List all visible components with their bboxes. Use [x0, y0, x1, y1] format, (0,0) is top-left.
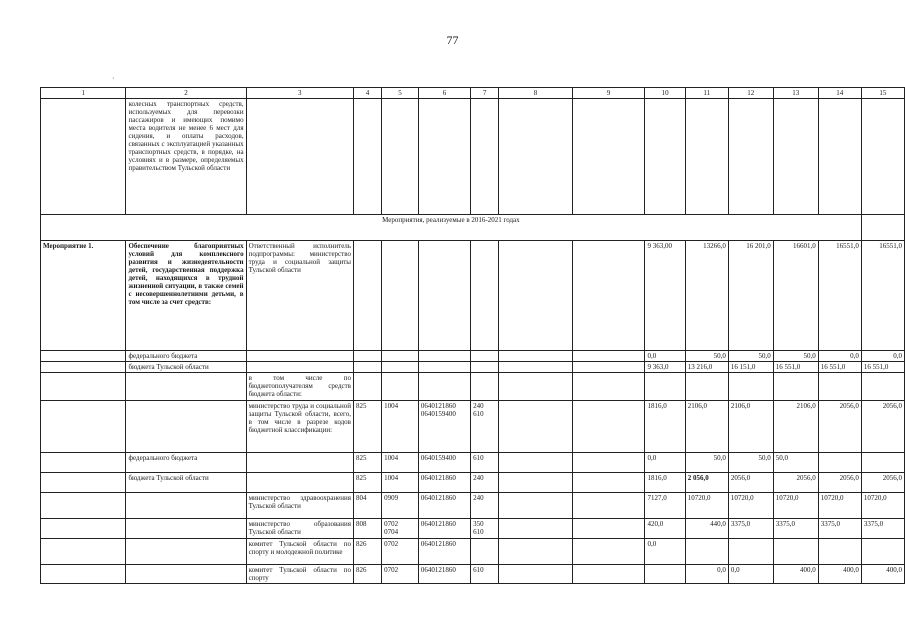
- code-cell: 808: [353, 519, 381, 539]
- cell: [685, 539, 728, 565]
- table-row: [41, 241, 905, 351]
- cell: [499, 519, 573, 539]
- code-cell: 0640121860: [418, 539, 470, 565]
- responsible-executor: Ответственный исполнитель подпрограммы: министерство труда и социальной защиты Тульской области: [246, 241, 353, 351]
- cell: [572, 351, 645, 362]
- code-line: 610: [473, 410, 484, 418]
- code-cell: 610: [471, 453, 499, 473]
- cell: [572, 453, 645, 473]
- code-cell: 825: [353, 401, 381, 453]
- cell: [818, 373, 861, 401]
- value-cell: 400,0: [861, 565, 904, 584]
- cell: [126, 493, 246, 519]
- header-cell: 10: [645, 88, 685, 99]
- cell: [499, 99, 573, 215]
- header-row: [41, 88, 905, 99]
- cell: [126, 401, 246, 453]
- page-number: 77: [446, 33, 459, 47]
- cell: [471, 351, 499, 362]
- code-line: 0704: [384, 528, 399, 536]
- budget-table: [40, 87, 905, 584]
- cell: [41, 453, 126, 473]
- cell: [499, 539, 573, 565]
- code-line: 0640159400: [420, 410, 456, 418]
- recipients-note: в том числе по бюджетополучателям средств бюджета области:: [246, 373, 353, 401]
- cell: [572, 241, 645, 351]
- value-cell: 420,0: [645, 519, 685, 539]
- cell: [126, 539, 246, 565]
- value-cell: 0,0: [645, 351, 685, 362]
- cell: [572, 401, 645, 453]
- header-cell: 2: [126, 88, 246, 99]
- cell: [572, 493, 645, 519]
- cell: [418, 99, 470, 215]
- cell: [499, 241, 573, 351]
- cell: [471, 373, 499, 401]
- header-cell: 1: [41, 88, 126, 99]
- header-cell: 11: [685, 88, 728, 99]
- cell: [685, 99, 728, 215]
- value-cell: 3375,0: [728, 519, 773, 539]
- cell: [861, 215, 904, 241]
- cell: [645, 373, 685, 401]
- value-cell: 2106,0: [728, 401, 773, 453]
- cell: [41, 362, 126, 373]
- value-cell: 16 551,0: [818, 362, 861, 373]
- cell: [382, 351, 419, 362]
- header-cell: 14: [818, 88, 861, 99]
- value-cell: 9 363,00: [645, 241, 685, 351]
- code-line: 610: [473, 528, 484, 536]
- cell: [861, 373, 904, 401]
- cell: [499, 493, 573, 519]
- value-cell: 3375,0: [861, 519, 904, 539]
- section-row: [41, 215, 905, 241]
- cell: [382, 99, 419, 215]
- code-cell: [471, 519, 499, 539]
- cell: [471, 99, 499, 215]
- value-cell: 10720,0: [861, 493, 904, 519]
- code-cell: 1004: [382, 473, 419, 493]
- cell: [818, 453, 861, 473]
- cell: [382, 373, 419, 401]
- cell: [41, 565, 126, 584]
- value-cell: 16551,0: [861, 241, 904, 351]
- table-row: [41, 362, 905, 373]
- code-cell: 0909: [382, 493, 419, 519]
- cell: [41, 519, 126, 539]
- table-row: [41, 539, 905, 565]
- cell: [126, 519, 246, 539]
- recipient-name: министерство труда и социальной защиты Тульской области, всего, в том числе в разрезе кодов бюджетной классификации:: [246, 401, 353, 453]
- cell: [499, 362, 573, 373]
- cell: [353, 241, 381, 351]
- cell: [41, 401, 126, 453]
- recipient-name: министерство здравоохранения Тульской области: [246, 493, 353, 519]
- row-label: федерального бюджета: [126, 351, 246, 362]
- table-row: [41, 373, 905, 401]
- value-cell: 10720,0: [728, 493, 773, 519]
- recipient-name: министерство образования Тульской области: [246, 519, 353, 539]
- code-cell: 0702: [382, 539, 419, 565]
- cell: [861, 453, 904, 473]
- cell: [41, 493, 126, 519]
- cell: [353, 351, 381, 362]
- recipient-name: комитет Тульской области по спорту: [246, 565, 353, 584]
- value-cell: 400,0: [773, 565, 818, 584]
- cell: [728, 99, 773, 215]
- code-cell: 826: [353, 539, 381, 565]
- value-cell: 16 551,0: [861, 362, 904, 373]
- value-cell: 2056,0: [818, 401, 861, 453]
- code-cell: 825: [353, 453, 381, 473]
- header-cell: 5: [382, 88, 419, 99]
- continuation-row: [41, 99, 905, 215]
- value-cell: 9 363,0: [645, 362, 685, 373]
- code-cell: 240: [471, 493, 499, 519]
- value-cell: 1816,0: [645, 401, 685, 453]
- cell: [471, 362, 499, 373]
- header-cell: 13: [773, 88, 818, 99]
- cell: [572, 519, 645, 539]
- value-cell: 0,0: [685, 565, 728, 584]
- header-cell: 7: [471, 88, 499, 99]
- table-row: [41, 351, 905, 362]
- header-cell: 15: [861, 88, 904, 99]
- table-row: [41, 473, 905, 493]
- header-cell: 6: [418, 88, 470, 99]
- value-cell: 2056,0: [818, 473, 861, 493]
- code-cell: 826: [353, 565, 381, 584]
- value-cell: 13 216,0: [685, 362, 728, 373]
- code-cell: 1004: [382, 453, 419, 473]
- header-cell: 4: [353, 88, 381, 99]
- cell: [572, 99, 645, 215]
- cell: [572, 362, 645, 373]
- value-cell: 7127,0: [645, 493, 685, 519]
- cell: [418, 362, 470, 373]
- header-cell: 12: [728, 88, 773, 99]
- cell: [645, 99, 685, 215]
- value-cell: 16 201,0: [728, 241, 773, 351]
- cell: [41, 373, 126, 401]
- cell: [418, 351, 470, 362]
- code-line: 350: [473, 520, 484, 528]
- code-line: 0640121860: [420, 402, 456, 410]
- value-cell: 16 551,0: [773, 362, 818, 373]
- value-cell: 10720,0: [818, 493, 861, 519]
- value-cell: 2056,0: [861, 473, 904, 493]
- value-cell: 50,0: [685, 453, 728, 473]
- cell: [41, 539, 126, 565]
- cell: [246, 351, 353, 362]
- code-cell: [471, 401, 499, 453]
- row-label: бюджета Тульской области: [126, 362, 246, 373]
- cell: [41, 99, 126, 215]
- cell: [572, 539, 645, 565]
- value-cell: 50,0: [773, 453, 818, 473]
- cell: [773, 373, 818, 401]
- value-cell: 2106,0: [685, 401, 728, 453]
- cell: [353, 362, 381, 373]
- cell: [41, 473, 126, 493]
- value-cell: 2 056,0: [685, 473, 728, 493]
- cell: [471, 241, 499, 351]
- cell: [861, 99, 904, 215]
- row-label: бюджета Тульской области: [126, 473, 246, 493]
- code-cell: [418, 401, 470, 453]
- cell: [382, 362, 419, 373]
- cell: [126, 373, 246, 401]
- cell: [861, 539, 904, 565]
- header-cell: 8: [499, 88, 573, 99]
- code-cell: 610: [471, 565, 499, 584]
- cell: [418, 241, 470, 351]
- cell: [685, 373, 728, 401]
- value-cell: 10720,0: [773, 493, 818, 519]
- cell: [499, 351, 573, 362]
- value-cell: 50,0: [773, 351, 818, 362]
- value-cell: 10720,0: [685, 493, 728, 519]
- value-cell: 0,0: [818, 351, 861, 362]
- code-cell: 0640121860: [418, 565, 470, 584]
- value-cell: 3375,0: [818, 519, 861, 539]
- cell: [818, 539, 861, 565]
- cell: [645, 565, 685, 584]
- value-cell: 440,0: [685, 519, 728, 539]
- cell: [499, 473, 573, 493]
- code-cell: 1004: [382, 401, 419, 453]
- value-cell: 2056,0: [728, 473, 773, 493]
- value-cell: 50,0: [728, 453, 773, 473]
- section-title: Мероприятия, реализуемые в 2016-2021 годах: [41, 215, 862, 241]
- cell: [728, 373, 773, 401]
- code-cell: 0702: [382, 565, 419, 584]
- code-cell: 0640121860: [418, 493, 470, 519]
- code-cell: 0640159400: [418, 453, 470, 473]
- table-row: [41, 453, 905, 473]
- cell: [246, 453, 353, 473]
- value-cell: 16551,0: [818, 241, 861, 351]
- table-row: [41, 493, 905, 519]
- value-cell: 2056,0: [861, 401, 904, 453]
- scan-mark: ·: [112, 74, 115, 83]
- header-cell: 9: [572, 88, 645, 99]
- cell: [572, 373, 645, 401]
- value-cell: 2106,0: [773, 401, 818, 453]
- value-cell: 400,0: [818, 565, 861, 584]
- cell: [382, 241, 419, 351]
- measure-description: Обеспечение благоприятных условий для комплексного развития и жизнедеятельности детей, государственная поддержка детей, находящихся в трудной жизненной ситуации, в также семей с несовершеннолетними детьми, в том числе за счет средств:: [126, 241, 246, 351]
- value-cell: 13266,0: [685, 241, 728, 351]
- cell: [246, 99, 353, 215]
- row-label: федерального бюджета: [126, 453, 246, 473]
- cell: [418, 373, 470, 401]
- value-cell: 16 151,0: [728, 362, 773, 373]
- header-cell: 3: [246, 88, 353, 99]
- cell: [572, 565, 645, 584]
- cell: [499, 373, 573, 401]
- measure-label: Мероприятие 1.: [41, 241, 126, 351]
- recipient-name: комитет Тульской области по спорту и молодежной политике: [246, 539, 353, 565]
- code-cell: 804: [353, 493, 381, 519]
- continuation-text: колесных транспортных средств, используемых для перевозки пассажиров и имеющих помимо места водителя не менее 6 мест для сидения, и оплаты расходов, связанных с эксплуатацией указанных транспортных средств, в порядке, на условиях и в размере, определяемых правительством Тульской области: [126, 99, 246, 215]
- cell: [41, 351, 126, 362]
- value-cell: 0,0: [645, 453, 685, 473]
- cell: [353, 99, 381, 215]
- code-line: 240: [473, 402, 484, 410]
- cell: [126, 565, 246, 584]
- value-cell: 0,0: [861, 351, 904, 362]
- value-cell: 1816,0: [645, 473, 685, 493]
- value-cell: 16601,0: [773, 241, 818, 351]
- cell: [353, 373, 381, 401]
- cell: [728, 539, 773, 565]
- cell: [499, 565, 573, 584]
- cell: [246, 362, 353, 373]
- table-row: [41, 519, 905, 539]
- value-cell: 0,0: [645, 539, 685, 565]
- cell: [818, 99, 861, 215]
- code-line: 0702: [384, 520, 399, 528]
- cell: [471, 539, 499, 565]
- cell: [499, 401, 573, 453]
- value-cell: 50,0: [685, 351, 728, 362]
- cell: [773, 539, 818, 565]
- cell: [499, 453, 573, 473]
- code-cell: 0640121860: [418, 473, 470, 493]
- cell: [572, 473, 645, 493]
- value-cell: 0,0: [728, 565, 773, 584]
- value-cell: 3375,0: [773, 519, 818, 539]
- code-cell: 825: [353, 473, 381, 493]
- cell: [773, 99, 818, 215]
- code-cell: 240: [471, 473, 499, 493]
- code-cell: [382, 519, 419, 539]
- table-row: [41, 401, 905, 453]
- table-row: [41, 565, 905, 584]
- cell: [246, 473, 353, 493]
- value-cell: 50,0: [728, 351, 773, 362]
- value-cell: 2056,0: [773, 473, 818, 493]
- code-cell: 0640121860: [418, 519, 470, 539]
